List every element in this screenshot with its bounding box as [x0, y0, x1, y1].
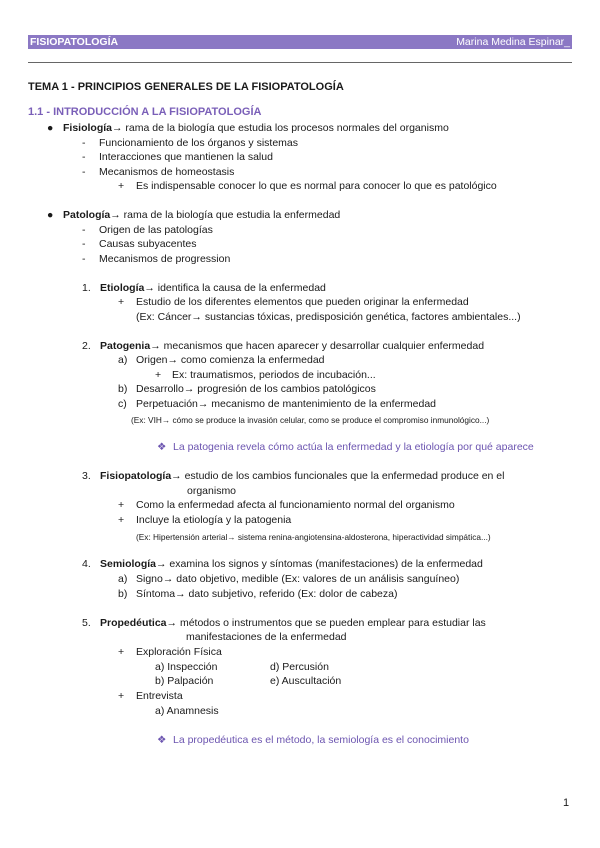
list-letter: c)	[118, 398, 127, 410]
propedeutica-line-cont: manifestaciones de la enfermedad	[186, 631, 347, 643]
list-number: 5.	[82, 617, 91, 629]
list-item: Interacciones que mantienen la salud	[99, 151, 273, 163]
list-item: Causas subyacentes	[99, 238, 197, 250]
list-item: a) Inspección	[155, 661, 218, 673]
document-title: TEMA 1 - PRINCIPIOS GENERALES DE LA FISIOPATOLOGÍA	[28, 81, 344, 93]
plus-icon: +	[118, 180, 125, 192]
highlight-note: La patogenia revela cómo actúa la enfermedad y la etiología por qué aparece	[173, 441, 534, 453]
plus-icon: +	[118, 499, 125, 511]
plus-icon: +	[118, 646, 125, 658]
fisiologia-line: Fisiología→ rama de la biología que estudia los procesos normales del organismo	[63, 122, 449, 134]
diamond-icon: ❖	[157, 441, 167, 453]
section-heading: 1.1 - INTRODUCCIÓN A LA FISIOPATOLOGÍA	[28, 106, 262, 118]
list-item: Como la enfermedad afecta al funcionamiento normal del organismo	[136, 499, 455, 511]
list-letter: b)	[118, 588, 128, 600]
patologia-line: Patología→ rama de la biología que estudia la enfermedad	[63, 209, 341, 221]
dash-icon: -	[82, 238, 86, 250]
list-item: Entrevista	[136, 690, 183, 702]
semiologia-line: Semiología→ examina los signos y síntomas (manifestaciones) de la enfermedad	[100, 558, 483, 570]
dash-icon: -	[82, 224, 86, 236]
list-item: a) Anamnesis	[155, 705, 219, 717]
dash-icon: -	[82, 151, 86, 163]
etiologia-line: Etiología→ identifica la causa de la enfermedad	[100, 282, 326, 294]
header-subject: FISIOPATOLOGÍA	[30, 36, 119, 48]
page-number: 1	[563, 797, 570, 809]
example-text: (Ex: Cáncer→ sustancias tóxicas, predisposición genética, factores ambientales...)	[136, 311, 521, 323]
fisiopatologia-line: Fisiopatología→ estudio de los cambios funcionales que la enfermedad produce en el	[100, 470, 505, 482]
list-number: 1.	[82, 282, 91, 294]
list-item: b) Palpación	[155, 675, 214, 687]
patogenia-line: Patogenia→ mecanismos que hacen aparecer y desarrollar cualquier enfermedad	[100, 340, 485, 352]
header-author: Marina Medina Espinar_	[456, 36, 570, 48]
dash-icon: -	[82, 137, 86, 149]
list-item: Ex: traumatismos, periodos de incubación...	[172, 369, 376, 381]
list-letter: b)	[118, 383, 128, 395]
example-text: (Ex: VIH→ cómo se produce la invasión celular, como se produce el compromiso inmunológico...)	[131, 415, 490, 425]
list-item: Mecanismos de progression	[99, 253, 231, 265]
propedeutica-line: Propedéutica→ métodos o instrumentos que se pueden emplear para estudiar las	[100, 617, 486, 629]
list-number: 4.	[82, 558, 91, 570]
list-item: Signo→ dato objetivo, medible (Ex: valores de un análisis sanguíneo)	[136, 573, 460, 585]
list-letter: a)	[118, 573, 128, 585]
example-text: (Ex: Hipertensión arterial→ sistema renina-angiotensina-aldosterona, hiperactividad simpática...)	[136, 532, 491, 542]
list-item: Origen de las patologías	[99, 224, 213, 236]
plus-icon: +	[118, 690, 125, 702]
list-item: Estudio de los diferentes elementos que pueden originar la enfermedad	[136, 296, 469, 308]
list-item: Incluye la etiología y la patogenia	[136, 514, 292, 526]
list-item: Exploración Física	[136, 646, 222, 658]
dash-icon: -	[82, 253, 86, 265]
list-item: Funcionamiento de los órganos y sistemas	[99, 137, 299, 149]
list-number: 2.	[82, 340, 91, 352]
diamond-icon: ❖	[157, 734, 167, 746]
list-item: e) Auscultación	[270, 675, 342, 687]
list-item: Mecanismos de homeostasis	[99, 166, 235, 178]
list-item: Origen→ como comienza la enfermedad	[136, 354, 325, 366]
bullet-icon: ●	[47, 209, 54, 221]
list-item: Perpetuación→ mecanismo de mantenimiento de la enfermedad	[136, 398, 437, 410]
highlight-note: La propedéutica es el método, la semiología es el conocimiento	[173, 734, 469, 746]
list-item: Desarrollo→ progresión de los cambios patológicos	[136, 383, 376, 395]
bullet-icon: ●	[47, 122, 54, 134]
list-letter: a)	[118, 354, 128, 366]
list-item: Síntoma→ dato subjetivo, referido (Ex: dolor de cabeza)	[136, 588, 398, 600]
plus-icon: +	[118, 514, 125, 526]
dash-icon: -	[82, 166, 86, 178]
list-number: 3.	[82, 470, 91, 482]
plus-icon: +	[155, 369, 162, 381]
page-header	[28, 35, 572, 49]
plus-icon: +	[118, 296, 125, 308]
list-item: d) Percusión	[270, 661, 329, 673]
header-divider	[28, 62, 572, 63]
list-item: Es indispensable conocer lo que es normal para conocer lo que es patológico	[136, 180, 497, 192]
fisiopatologia-line-cont: organismo	[187, 485, 237, 497]
